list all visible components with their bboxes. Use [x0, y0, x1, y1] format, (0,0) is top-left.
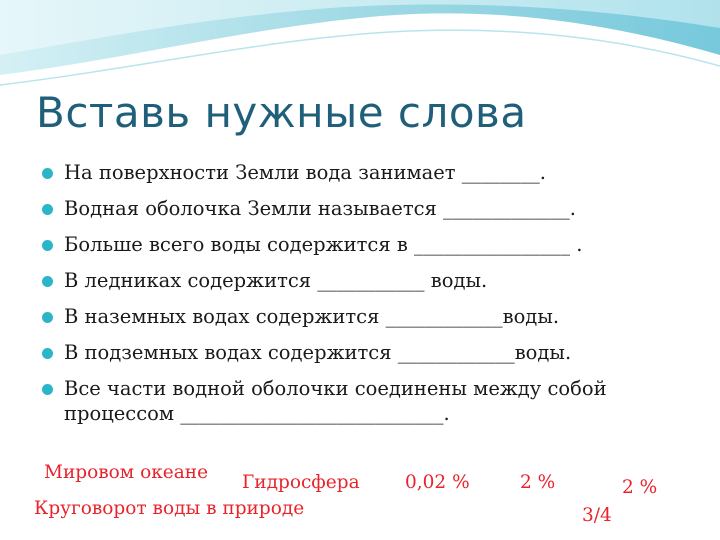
list-item: На поверхности Земли вода занимает ________.: [42, 160, 692, 185]
answer-percent-2-second: 2 %: [622, 477, 658, 498]
answer-percent-2: 2 %: [520, 472, 556, 493]
list-item: Больше всего воды содержится в ________________ .: [42, 232, 692, 257]
list-item: Водная оболочка Земли называется _____________.: [42, 196, 692, 221]
answer-world-ocean: Мировом океане: [44, 462, 209, 483]
answer-water-cycle: Круговорот воды в природе: [34, 498, 305, 519]
list-item: Все части водной оболочки соединены между собой процессом ___________________________.: [42, 376, 692, 426]
list-item: В подземных водах содержится ____________воды.: [42, 340, 692, 365]
answer-three-quarters: 3/4: [582, 505, 612, 526]
list-item: В наземных водах содержится ____________воды.: [42, 304, 692, 329]
bullet-list: [42, 160, 692, 437]
answer-hydrosphere: Гидросфера: [242, 472, 360, 493]
decorative-wave-banner: [0, 0, 720, 100]
slide-title: Вставь нужные слова: [36, 88, 527, 137]
list-item: В ледниках содержится ___________ воды.: [42, 268, 692, 293]
answer-percent-002: 0,02 %: [405, 472, 470, 493]
